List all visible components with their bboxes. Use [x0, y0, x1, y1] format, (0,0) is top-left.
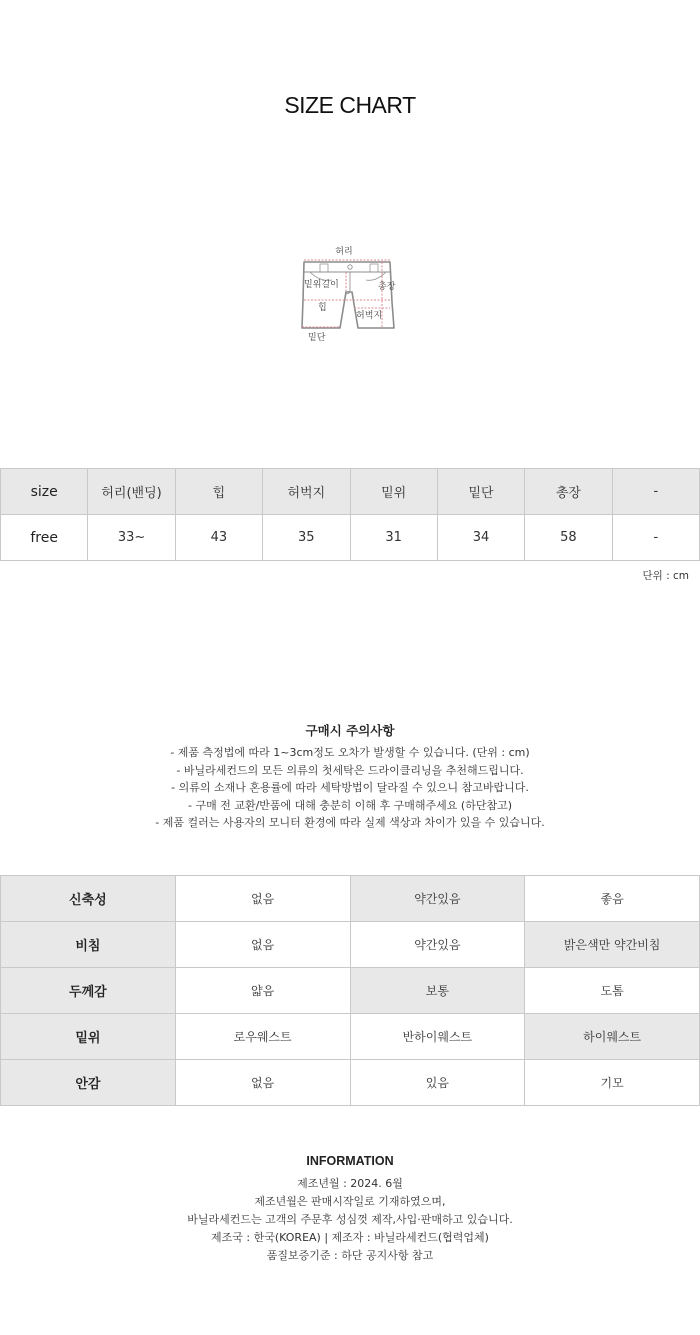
length-cell: 58: [525, 515, 612, 561]
hip-label: 힙: [318, 303, 327, 313]
length-label: 총장: [378, 282, 396, 292]
waist-label: 허리: [335, 247, 353, 257]
feature-option: 밝은색만 약간비침: [525, 922, 700, 968]
info-line: 제조년월 : 2024. 6월: [297, 1177, 403, 1190]
hip-header: 힙: [175, 469, 262, 515]
feature-option: 있음: [350, 1060, 525, 1106]
feature-row: [1, 968, 700, 1014]
notice-line: - 구매 전 교환/반품에 대해 충분히 이해 후 구매해주세요 (하단참고): [187, 798, 512, 812]
feature-label: 밑위: [1, 1014, 176, 1060]
feature-option: 로우웨스트: [175, 1014, 350, 1060]
unit-note: 단위 : cm: [642, 570, 689, 582]
size-table: [0, 468, 700, 561]
hem-label: 밑단: [308, 333, 326, 343]
feature-option: 기모: [525, 1060, 700, 1106]
notice-line: - 바닐라세컨드의 모든 의류의 첫세탁은 드라이클리닝을 추천해드립니다.: [176, 763, 524, 777]
feature-label: 신축성: [1, 876, 176, 922]
waist-cell: 33~: [88, 515, 175, 561]
info-line: 바닐라세컨드는 고객의 주문후 성심껏 제작,사입·판매하고 있습니다.: [187, 1213, 513, 1226]
feature-option: 없음: [175, 922, 350, 968]
feature-option: 없음: [175, 876, 350, 922]
rise-cell: 31: [350, 515, 437, 561]
feature-row: [1, 922, 700, 968]
rise-label: 밑위길이: [304, 280, 339, 290]
feature-option: 하이웨스트: [525, 1014, 700, 1060]
notice-line: - 제품 컬러는 사용자의 모니터 환경에 따라 실제 색상과 차이가 있을 수 있습니다.: [155, 816, 545, 829]
feature-table: [0, 875, 700, 1106]
hip-cell: 43: [175, 515, 262, 561]
feature-option: 보통: [350, 968, 525, 1014]
feature-row: [1, 1060, 700, 1106]
feature-label: 안감: [1, 1060, 176, 1106]
feature-label: 비침: [1, 922, 176, 968]
rise-header: 밑위: [350, 469, 437, 515]
notice-line: - 제품 측정법에 따라 1~3cm정도 오차가 발생할 수 있습니다. (단위 : cm): [170, 746, 530, 759]
thigh-cell: 35: [263, 515, 350, 561]
feature-option: 좋음: [525, 876, 700, 922]
size-header: size: [1, 469, 88, 515]
information-title: INFORMATION: [306, 1154, 394, 1168]
notice-list: [0, 744, 700, 832]
thigh-label: 허벅지: [356, 311, 383, 321]
empty-cell: -: [612, 515, 699, 561]
info-line: 제조국 : 한국(KOREA) | 제조자 : 바닐라세컨드(협력업체): [211, 1231, 489, 1244]
notice-title: 구매시 주의사항: [305, 723, 395, 738]
shorts-illustration: [290, 240, 410, 350]
notice-line: - 의류의 소재나 혼용률에 따라 세탁방법이 달라질 수 있으니 참고바랍니다.: [171, 781, 529, 794]
feature-option: 얇음: [175, 968, 350, 1014]
info-line: 품질보증기준 : 하단 공지사항 참고: [266, 1249, 434, 1262]
hem-header: 밑단: [437, 469, 524, 515]
thigh-header: 허벅지: [263, 469, 350, 515]
size-table-header-row: [1, 469, 700, 515]
feature-option: 도톰: [525, 968, 700, 1014]
length-header: 총장: [525, 469, 612, 515]
feature-option: 반하이웨스트: [350, 1014, 525, 1060]
feature-option: 약간있음: [350, 922, 525, 968]
empty-header: -: [612, 469, 699, 515]
shorts-measurement-diagram: [290, 240, 410, 350]
feature-row: [1, 876, 700, 922]
feature-option: 없음: [175, 1060, 350, 1106]
waist-header: 허리(밴딩): [88, 469, 175, 515]
size-cell: free: [1, 515, 88, 561]
feature-option: 약간있음: [350, 876, 525, 922]
page-title: SIZE CHART: [284, 92, 416, 118]
info-line: 제조년월은 판매시작일로 기재하였으며,: [254, 1195, 446, 1208]
feature-label: 두께감: [1, 968, 176, 1014]
table-row: [1, 515, 700, 561]
feature-row: [1, 1014, 700, 1060]
hem-cell: 34: [437, 515, 524, 561]
information-list: [0, 1175, 700, 1265]
